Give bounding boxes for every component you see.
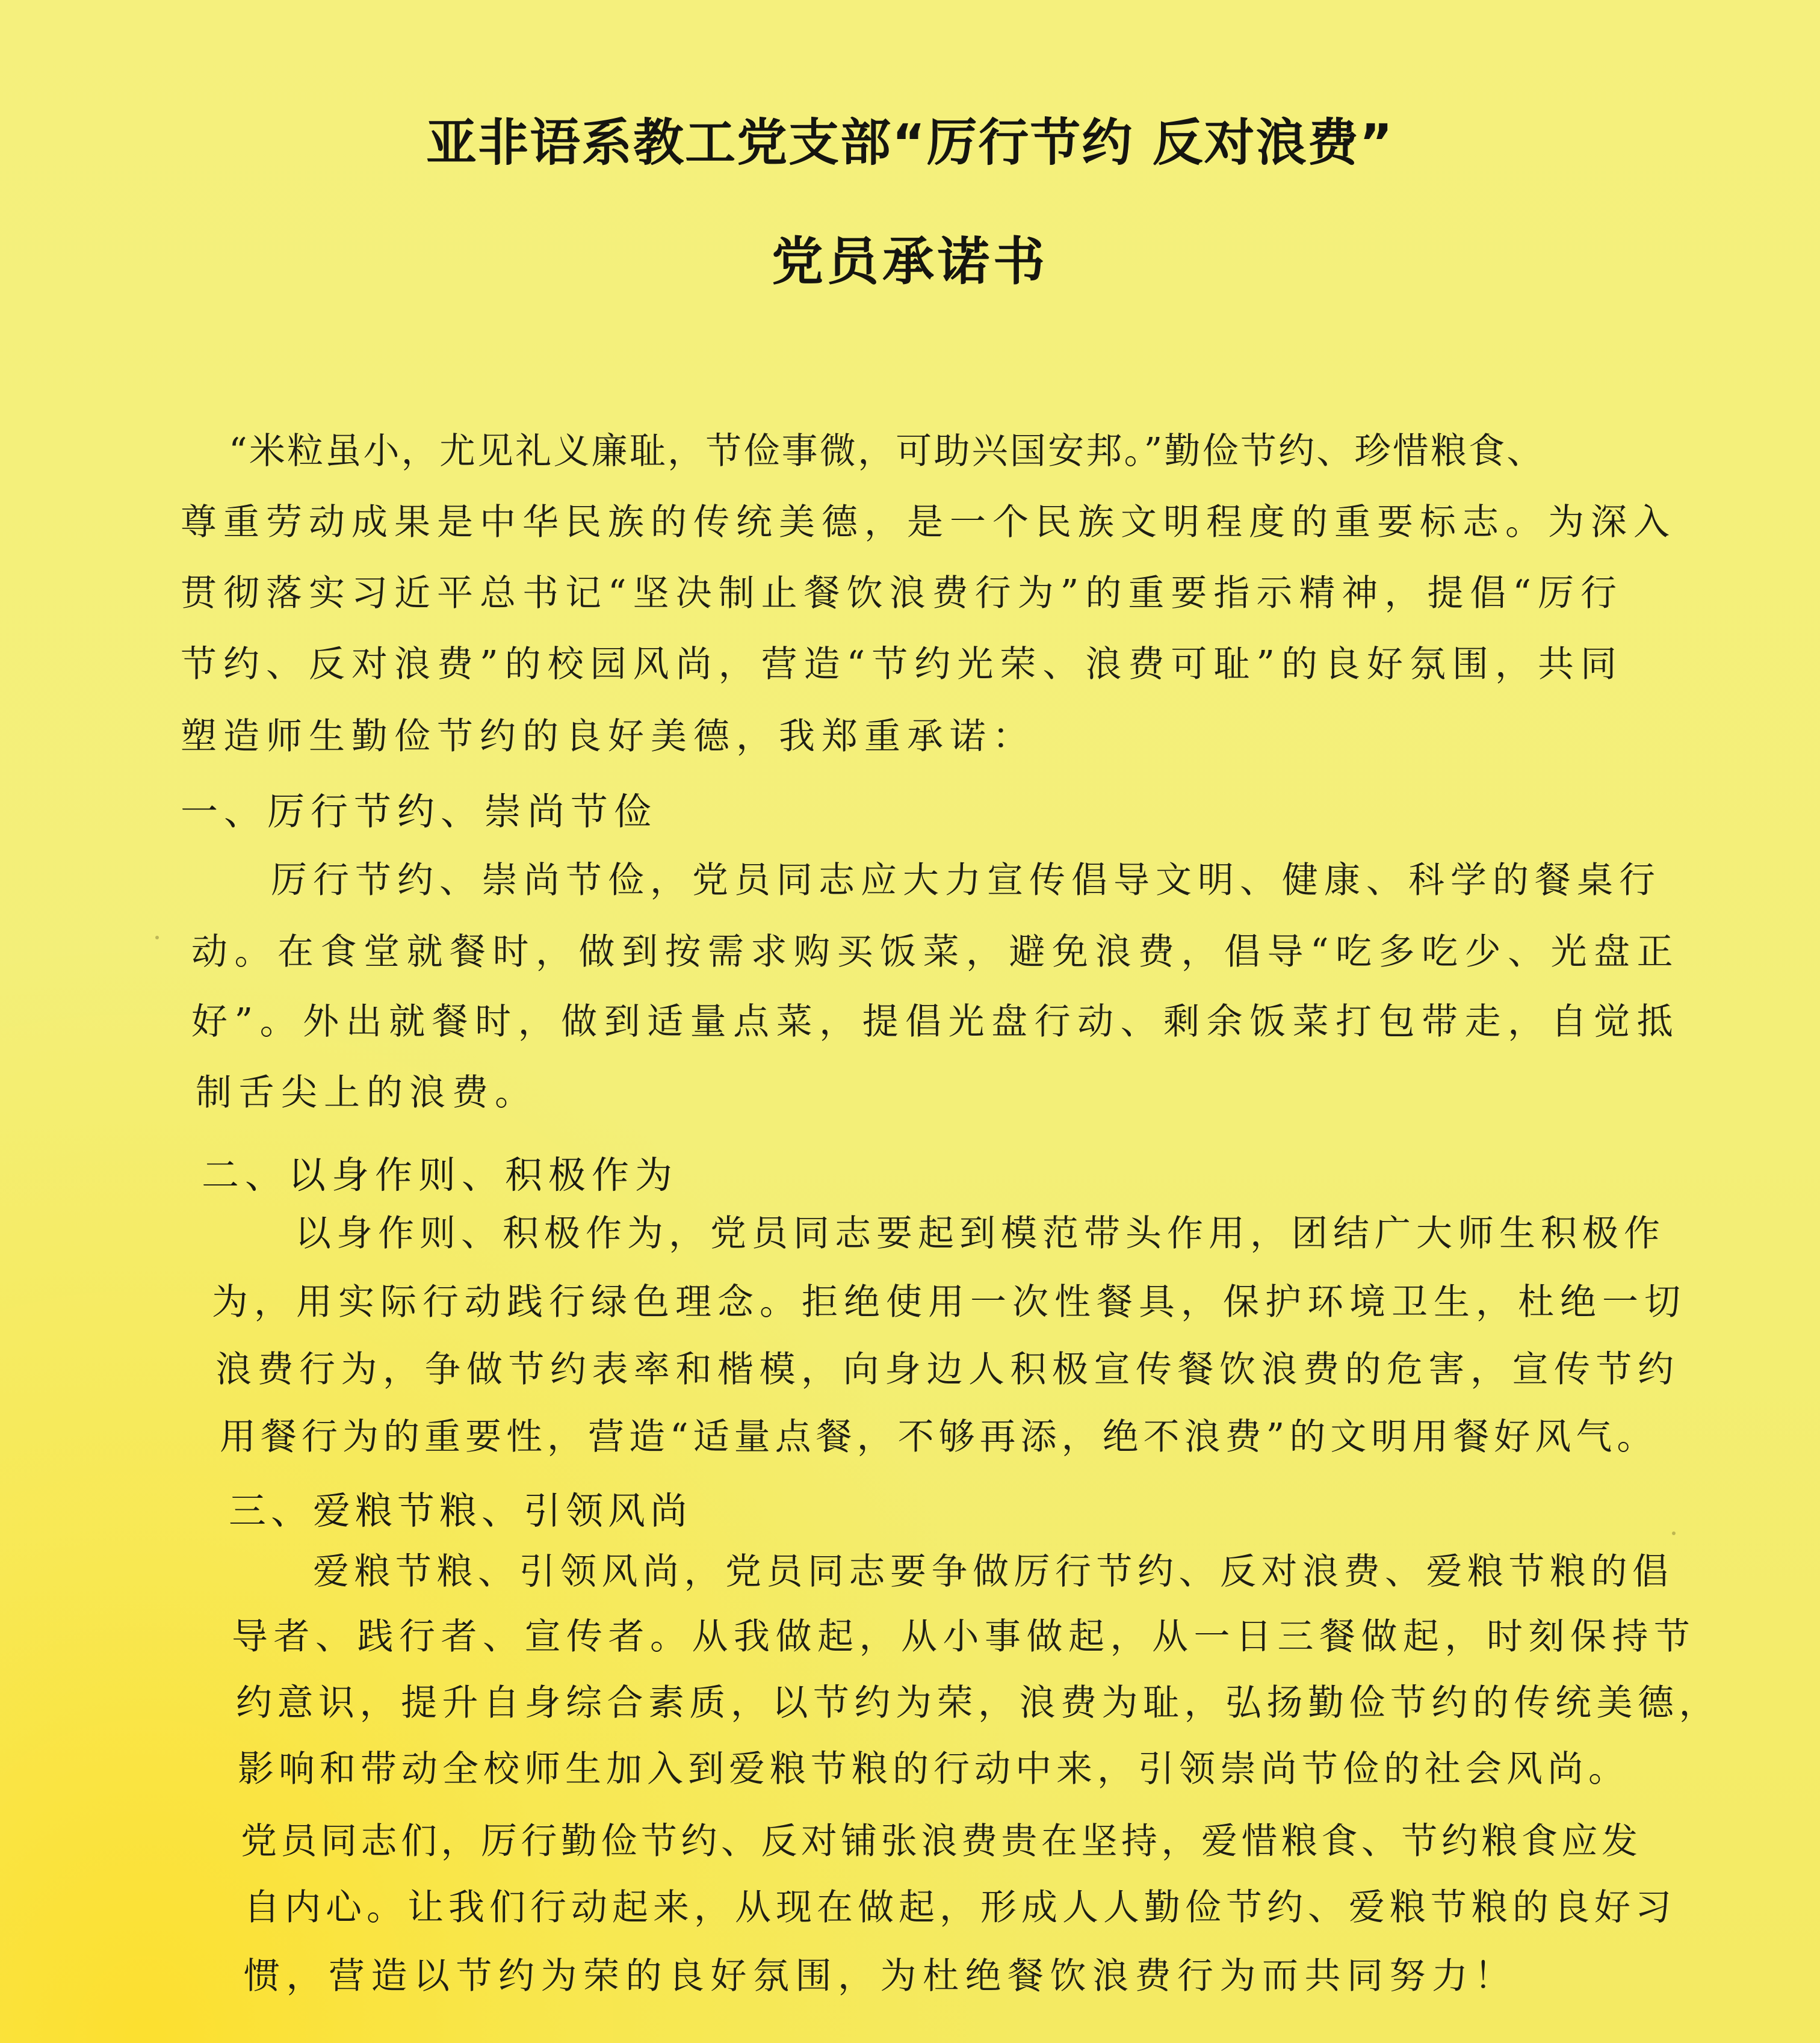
section-line: 制舌尖上的浪费。 [196,1072,537,1114]
section-line: 用餐行为的重要性，营造“适量点餐，不够再添，绝不浪费”的文明用餐好风气。 [220,1416,1658,1458]
intro-line: 贯彻落实习近平总书记“坚决制止餐饮浪费行为”的重要指示精神，提倡“厉行 [181,572,1624,614]
closing-line: 党员同志们，厉行勤俭节约、反对铺张浪费贵在坚持，爱惜粮食、节约粮食应发 [241,1820,1642,1862]
section-line: 爱粮节粮、引领风尚，党员同志要争做厉行节约、反对浪费、爱粮节粮的倡 [313,1551,1674,1593]
section-heading: 二、以身作则、积极作为 [202,1153,679,1197]
intro-line: 塑造师生勤俭节约的良好美德，我郑重承诺： [181,716,1035,758]
section-line: 好”。外出就餐时，做到适量点菜，提倡光盘行动、剩余饭菜打包带走，自觉抵 [191,1001,1680,1043]
section-line: 浪费行为，争做节约表率和楷模，向身边人积极宣传餐饮浪费的危害，宣传节约 [215,1349,1680,1391]
section-line: 厉行节约、崇尚节俭，党员同志应大力宣传倡导文明、健康、科学的餐桌行 [271,859,1661,901]
paper-speck [155,936,159,939]
section-line: 动。在食堂就餐时，做到按需求购买饭菜，避免浪费，倡导“吃多吃少、光盘正 [191,931,1680,973]
closing-line: 惯，营造以节约为荣的良好氛围，为杜绝餐饮浪费行为而共同努力！ [244,1955,1517,1997]
intro-line: 节约、反对浪费”的校园风尚，营造“节约光荣、浪费可耻”的良好氛围，共同 [181,643,1624,685]
intro-line: 尊重劳动成果是中华民族的传统美德，是一个民族文明程度的重要标志。为深入 [181,501,1676,543]
section-line: 以身作则、积极作为，党员同志要起到模范带头作用，团结广大师生积极作 [295,1213,1665,1255]
paper-speck [1672,1531,1676,1535]
closing-line: 自内心。让我们行动起来，从现在做起，形成人人勤俭节约、爱粮节粮的良好习 [244,1887,1676,1929]
section-line: 影响和带动全校师生加入到爱粮节粮的行动中来，引领崇尚节俭的社会风尚。 [238,1748,1629,1790]
document-title: 亚非语系教工党支部“厉行节约 反对浪费” [426,113,1394,172]
intro-line: “米粒虽小，尤见礼义廉耻，节俭事微，可助兴国安邦。”勤俭节约、珍惜粮食、 [229,430,1545,472]
section-line: 约意识，提升自身综合素质，以节约为荣，浪费为耻，弘扬勤俭节约的传统美德， [236,1682,1720,1724]
section-heading: 三、爱粮节粮、引领风尚 [229,1489,693,1533]
section-line: 导者、践行者、宣传者。从我做起，从小事做起，从一日三餐做起，时刻保持节 [232,1616,1696,1658]
section-heading: 一、厉行节约、崇尚节俭 [181,790,658,833]
section-line: 为，用实际行动践行绿色理念。拒绝使用一次性餐具，保护环境卫生，杜绝一切 [212,1281,1686,1323]
document-subtitle: 党员承诺书 [772,232,1048,292]
